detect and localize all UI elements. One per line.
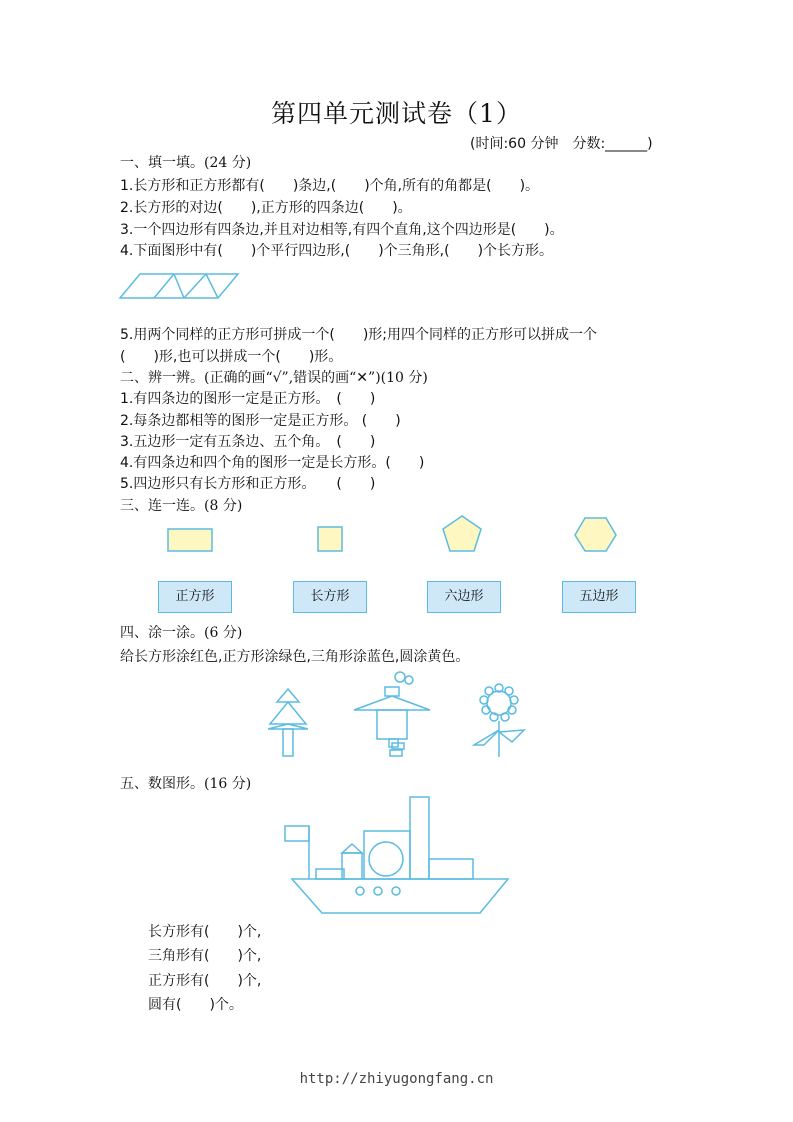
- section5-heading: 五、数图形。(16 分): [120, 776, 252, 792]
- section4-heading: 四、涂一涂。(6 分): [120, 625, 243, 641]
- diag-line-1: [154, 274, 174, 298]
- boat-hull: [292, 879, 508, 913]
- label-hexagon[interactable]: 六边形: [427, 581, 501, 613]
- s5-item-4: 圆有( )个。: [148, 997, 243, 1013]
- tree-figure: [268, 689, 308, 756]
- square-shape: [318, 527, 342, 551]
- boat-figure: [282, 795, 517, 915]
- label-square[interactable]: 正方形: [158, 581, 232, 613]
- time-score-line: (时间:60 分钟 分数:______): [470, 136, 653, 152]
- s1-item-1: 1.长方形和正方形都有( )条边,( )个角,所有的角都是( )。: [120, 178, 540, 194]
- s1-item-3: 3.一个四边形有四条边,并且对边相等,有四个直角,这个四边形是( )。: [120, 222, 564, 238]
- s2-item-3: 3.五边形一定有五条边、五个角。 ( ): [120, 434, 376, 450]
- section1-heading: 一、填一填。(24 分): [120, 155, 252, 171]
- flag: [285, 826, 309, 841]
- flower-figure: [474, 684, 524, 757]
- s5-item-1: 长方形有( )个,: [148, 924, 262, 940]
- s2-item-4: 4.有四条边和四个角的图形一定是长方形。( ): [120, 455, 425, 471]
- s2-item-1: 1.有四条边的图形一定是正方形。 ( ): [120, 391, 376, 407]
- diag-line-3: [184, 274, 206, 298]
- s1-item-5b: ( )形,也可以拼成一个( )形。: [120, 349, 343, 365]
- section4-instruction: 给长方形涂红色,正方形涂绿色,三角形涂蓝色,圆涂黄色。: [120, 649, 470, 665]
- s5-item-3: 正方形有( )个,: [148, 973, 262, 989]
- s5-item-2: 三角形有( )个,: [148, 948, 262, 964]
- label-pentagon[interactable]: 五边形: [562, 581, 636, 613]
- diag-line-2: [174, 274, 184, 298]
- label-rectangle[interactable]: 长方形: [293, 581, 367, 613]
- section3-heading: 三、连一连。(8 分): [120, 498, 243, 514]
- pentagon-shape: [443, 516, 481, 551]
- coloring-figures: [262, 672, 532, 762]
- s1-item-2: 2.长方形的对边( ),正方形的四条边( )。: [120, 200, 412, 216]
- s1-item-5a: 5.用两个同样的正方形可拼成一个( )形;用四个同样的正方形可以拼成一个: [120, 327, 597, 343]
- hexagon-shape: [575, 518, 616, 551]
- page-title: 第四单元测试卷（1）: [271, 99, 522, 128]
- diag-line-4: [206, 274, 218, 298]
- shapes-row: [160, 512, 620, 558]
- s2-item-2: 2.每条边都相等的图形一定是正方形。 ( ): [120, 413, 401, 429]
- lantern-figure: [354, 672, 430, 756]
- section2-heading: 二、辨一辨。(正确的画“√”,错误的画“✕”)(10 分): [120, 370, 428, 386]
- footer-url[interactable]: http://zhiyugongfang.cn: [299, 1071, 494, 1087]
- s1-item-4: 4.下面图形中有( )个平行四边形,( )个三角形,( )个长方形。: [120, 243, 554, 259]
- parallelogram-figure: [118, 272, 243, 302]
- rectangle-shape: [168, 529, 212, 551]
- s2-item-5: 5.四边形只有长方形和正方形。 ( ): [120, 476, 376, 492]
